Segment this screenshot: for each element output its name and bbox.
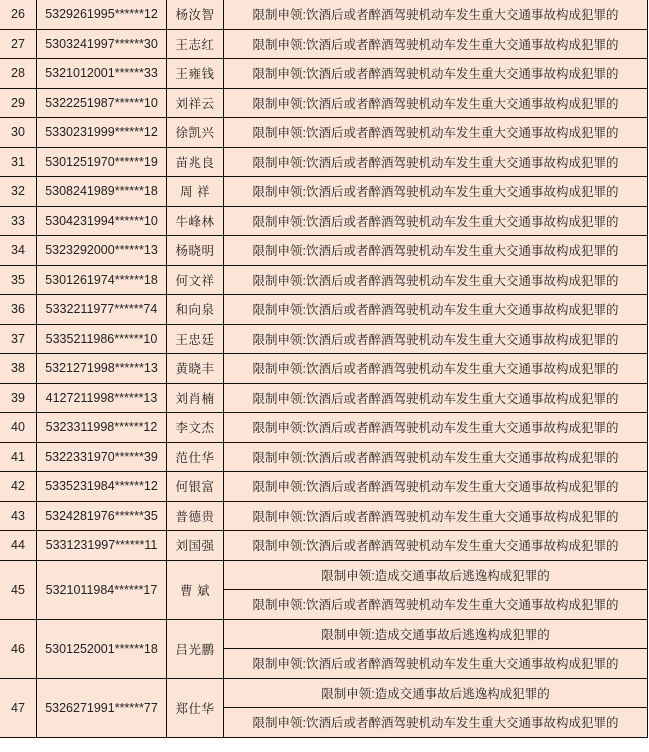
restriction-reason: 限制申领:饮酒后或者醉酒驾驶机动车发生重大交通事故构成犯罪的 xyxy=(224,590,648,620)
table-row xyxy=(0,619,648,649)
restriction-reason: 限制申领:饮酒后或者醉酒驾驶机动车发生重大交通事故构成犯罪的 xyxy=(224,442,648,472)
restriction-reason: 限制申领:饮酒后或者醉酒驾驶机动车发生重大交通事故构成犯罪的 xyxy=(224,708,648,738)
row-number: 35 xyxy=(0,265,37,295)
table-row xyxy=(0,442,648,472)
id-number: 5301261974******18 xyxy=(37,265,167,295)
person-name: 和向泉 xyxy=(167,295,224,325)
restriction-reason: 限制申领:饮酒后或者醉酒驾驶机动车发生重大交通事故构成犯罪的 xyxy=(224,649,648,679)
row-number: 28 xyxy=(0,59,37,89)
row-number: 34 xyxy=(0,236,37,266)
person-name: 周 祥 xyxy=(167,177,224,207)
person-name: 王忠廷 xyxy=(167,324,224,354)
row-number: 46 xyxy=(0,619,37,678)
person-name: 刘国强 xyxy=(167,531,224,561)
restriction-reason: 限制申领:饮酒后或者醉酒驾驶机动车发生重大交通事故构成犯罪的 xyxy=(224,265,648,295)
table-row xyxy=(0,678,648,708)
id-number: 5303241997******30 xyxy=(37,29,167,59)
person-name: 牛峰林 xyxy=(167,206,224,236)
person-name: 徐凯兴 xyxy=(167,118,224,148)
row-number: 27 xyxy=(0,29,37,59)
restriction-reason: 限制申领:饮酒后或者醉酒驾驶机动车发生重大交通事故构成犯罪的 xyxy=(224,147,648,177)
person-name: 吕光鹏 xyxy=(167,619,224,678)
row-number: 47 xyxy=(0,678,37,737)
table-row xyxy=(0,560,648,590)
id-number: 5322331970******39 xyxy=(37,442,167,472)
restriction-reason: 限制申领:饮酒后或者醉酒驾驶机动车发生重大交通事故构成犯罪的 xyxy=(224,177,648,207)
person-name: 范仕华 xyxy=(167,442,224,472)
row-number: 33 xyxy=(0,206,37,236)
restriction-reason: 限制申领:饮酒后或者醉酒驾驶机动车发生重大交通事故构成犯罪的 xyxy=(224,59,648,89)
restriction-reason: 限制申领:饮酒后或者醉酒驾驶机动车发生重大交通事故构成犯罪的 xyxy=(224,118,648,148)
id-number: 5335231984******12 xyxy=(37,472,167,502)
restriction-reason: 限制申领:饮酒后或者醉酒驾驶机动车发生重大交通事故构成犯罪的 xyxy=(224,531,648,561)
table-row xyxy=(0,59,648,89)
id-number: 5330231999******12 xyxy=(37,118,167,148)
person-name: 郑仕华 xyxy=(167,678,224,737)
person-name: 普德贵 xyxy=(167,501,224,531)
table-row xyxy=(0,324,648,354)
row-number: 30 xyxy=(0,118,37,148)
row-number: 38 xyxy=(0,354,37,384)
row-number: 36 xyxy=(0,295,37,325)
row-number: 45 xyxy=(0,560,37,619)
table-row xyxy=(0,177,648,207)
id-number: 5332211977******74 xyxy=(37,295,167,325)
table-row xyxy=(0,472,648,502)
person-name: 何文祥 xyxy=(167,265,224,295)
person-name: 杨汝智 xyxy=(167,0,224,29)
id-number: 5322251987******10 xyxy=(37,88,167,118)
person-name: 何银富 xyxy=(167,472,224,502)
id-number: 5331231997******11 xyxy=(37,531,167,561)
row-number: 43 xyxy=(0,501,37,531)
restriction-reason: 限制申领:造成交通事故后逃逸构成犯罪的 xyxy=(224,560,648,590)
person-name: 刘祥云 xyxy=(167,88,224,118)
id-number: 5304231994******10 xyxy=(37,206,167,236)
row-number: 42 xyxy=(0,472,37,502)
person-name: 王雍钱 xyxy=(167,59,224,89)
id-number: 5323311998******12 xyxy=(37,413,167,443)
id-number: 5321012001******33 xyxy=(37,59,167,89)
table-row xyxy=(0,501,648,531)
person-name: 苗兆良 xyxy=(167,147,224,177)
id-number: 5301251970******19 xyxy=(37,147,167,177)
table-row xyxy=(0,413,648,443)
row-number: 31 xyxy=(0,147,37,177)
table-row xyxy=(0,354,648,384)
table-row xyxy=(0,383,648,413)
id-number: 5335211986******10 xyxy=(37,324,167,354)
id-number: 5321011984******17 xyxy=(37,560,167,619)
table-row xyxy=(0,0,648,29)
id-number: 5323292000******13 xyxy=(37,236,167,266)
restriction-reason: 限制申领:饮酒后或者醉酒驾驶机动车发生重大交通事故构成犯罪的 xyxy=(224,413,648,443)
row-number: 37 xyxy=(0,324,37,354)
restriction-reason: 限制申领:饮酒后或者醉酒驾驶机动车发生重大交通事故构成犯罪的 xyxy=(224,88,648,118)
id-number: 5329261995******12 xyxy=(37,0,167,29)
restriction-reason: 限制申领:饮酒后或者醉酒驾驶机动车发生重大交通事故构成犯罪的 xyxy=(224,354,648,384)
restriction-reason: 限制申领:饮酒后或者醉酒驾驶机动车发生重大交通事故构成犯罪的 xyxy=(224,29,648,59)
id-number: 4127211998******13 xyxy=(37,383,167,413)
restriction-reason: 限制申领:造成交通事故后逃逸构成犯罪的 xyxy=(224,678,648,708)
row-number: 39 xyxy=(0,383,37,413)
row-number: 32 xyxy=(0,177,37,207)
table-row xyxy=(0,236,648,266)
id-number: 5301252001******18 xyxy=(37,619,167,678)
id-number: 5324281976******35 xyxy=(37,501,167,531)
restriction-reason: 限制申领:造成交通事故后逃逸构成犯罪的 xyxy=(224,619,648,649)
restriction-reason: 限制申领:饮酒后或者醉酒驾驶机动车发生重大交通事故构成犯罪的 xyxy=(224,236,648,266)
row-number: 40 xyxy=(0,413,37,443)
person-name: 曹 斌 xyxy=(167,560,224,619)
id-number: 5321271998******13 xyxy=(37,354,167,384)
id-number: 5326271991******77 xyxy=(37,678,167,737)
table-row xyxy=(0,29,648,59)
table-row xyxy=(0,88,648,118)
restriction-reason: 限制申领:饮酒后或者醉酒驾驶机动车发生重大交通事故构成犯罪的 xyxy=(224,0,648,29)
row-number: 29 xyxy=(0,88,37,118)
table-row xyxy=(0,206,648,236)
person-name: 黄晓丰 xyxy=(167,354,224,384)
row-number: 26 xyxy=(0,0,37,29)
table-row xyxy=(0,147,648,177)
restriction-reason: 限制申领:饮酒后或者醉酒驾驶机动车发生重大交通事故构成犯罪的 xyxy=(224,501,648,531)
row-number: 41 xyxy=(0,442,37,472)
table-row xyxy=(0,531,648,561)
restriction-reason: 限制申领:饮酒后或者醉酒驾驶机动车发生重大交通事故构成犯罪的 xyxy=(224,472,648,502)
table-row xyxy=(0,118,648,148)
person-name: 李文杰 xyxy=(167,413,224,443)
restriction-reason: 限制申领:饮酒后或者醉酒驾驶机动车发生重大交通事故构成犯罪的 xyxy=(224,206,648,236)
person-name: 刘肖楠 xyxy=(167,383,224,413)
restriction-reason: 限制申领:饮酒后或者醉酒驾驶机动车发生重大交通事故构成犯罪的 xyxy=(224,295,648,325)
person-name: 杨晓明 xyxy=(167,236,224,266)
person-name: 王志红 xyxy=(167,29,224,59)
table-row xyxy=(0,265,648,295)
id-number: 5308241989******18 xyxy=(37,177,167,207)
row-number: 44 xyxy=(0,531,37,561)
restriction-reason: 限制申领:饮酒后或者醉酒驾驶机动车发生重大交通事故构成犯罪的 xyxy=(224,383,648,413)
table-row xyxy=(0,295,648,325)
restriction-reason: 限制申领:饮酒后或者醉酒驾驶机动车发生重大交通事故构成犯罪的 xyxy=(224,324,648,354)
